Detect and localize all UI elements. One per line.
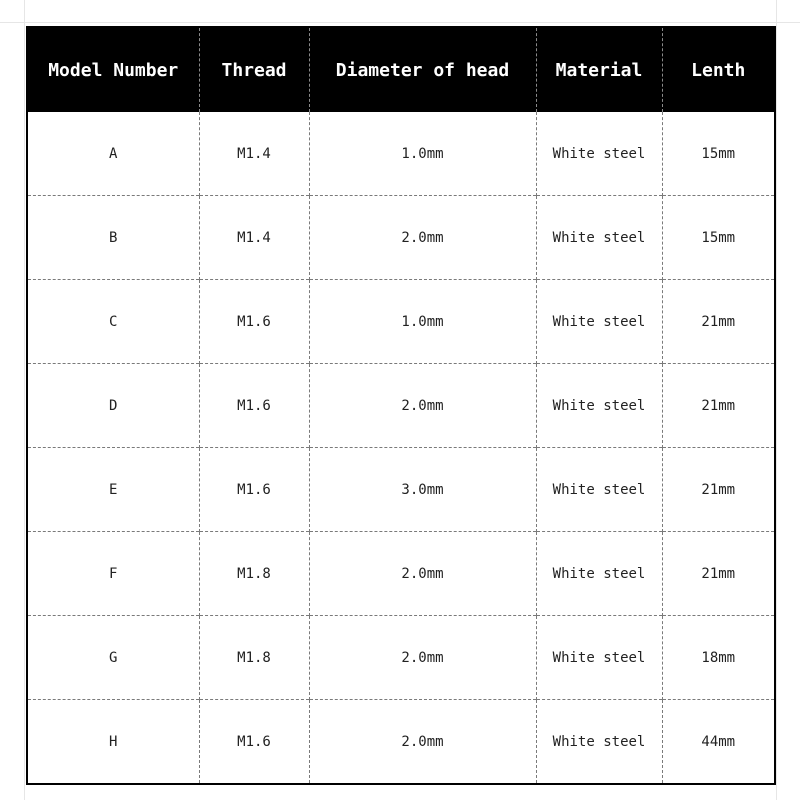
cell-thread: M1.6 [199,700,309,785]
header-length: Lenth [662,27,775,112]
cell-material: White steel [536,532,662,616]
cell-model-number: E [27,448,199,532]
cell-diameter-of-head: 3.0mm [309,448,536,532]
cell-thread: M1.6 [199,448,309,532]
cell-model-number: B [27,196,199,280]
cell-model-number: C [27,280,199,364]
cell-material: White steel [536,280,662,364]
cell-length: 21mm [662,280,775,364]
cell-diameter-of-head: 2.0mm [309,532,536,616]
table-row [27,532,775,616]
cell-diameter-of-head: 2.0mm [309,700,536,785]
cell-material: White steel [536,700,662,785]
cell-material: White steel [536,364,662,448]
cell-material: White steel [536,616,662,700]
cell-thread: M1.4 [199,112,309,196]
cell-material: White steel [536,112,662,196]
table-header-row [27,27,775,112]
cell-diameter-of-head: 1.0mm [309,112,536,196]
cell-length: 15mm [662,196,775,280]
table-row [27,448,775,532]
cell-thread: M1.6 [199,364,309,448]
table-row [27,616,775,700]
page-guide-top [0,22,800,23]
cell-thread: M1.8 [199,616,309,700]
cell-thread: M1.4 [199,196,309,280]
cell-length: 18mm [662,616,775,700]
cell-diameter-of-head: 2.0mm [309,196,536,280]
cell-length: 21mm [662,364,775,448]
cell-diameter-of-head: 2.0mm [309,364,536,448]
table-row [27,364,775,448]
table-row [27,280,775,364]
table-row [27,196,775,280]
cell-length: 21mm [662,532,775,616]
cell-model-number: F [27,532,199,616]
table-row [27,112,775,196]
cell-length: 44mm [662,700,775,785]
cell-thread: M1.8 [199,532,309,616]
table-row [27,700,775,785]
cell-length: 21mm [662,448,775,532]
header-thread: Thread [199,27,309,112]
header-diameter-of-head: Diameter of head [309,27,536,112]
cell-model-number: D [27,364,199,448]
page-guide-left [24,0,25,800]
cell-material: White steel [536,196,662,280]
header-model-number: Model Number [27,27,199,112]
cell-thread: M1.6 [199,280,309,364]
cell-model-number: H [27,700,199,785]
cell-material: White steel [536,448,662,532]
cell-diameter-of-head: 2.0mm [309,616,536,700]
header-material: Material [536,27,662,112]
cell-length: 15mm [662,112,775,196]
screw-spec-table [26,26,776,785]
cell-model-number: A [109,145,118,162]
cell-model-number: G [27,616,199,700]
page-guide-right [776,0,777,800]
cell-diameter-of-head: 1.0mm [309,280,536,364]
